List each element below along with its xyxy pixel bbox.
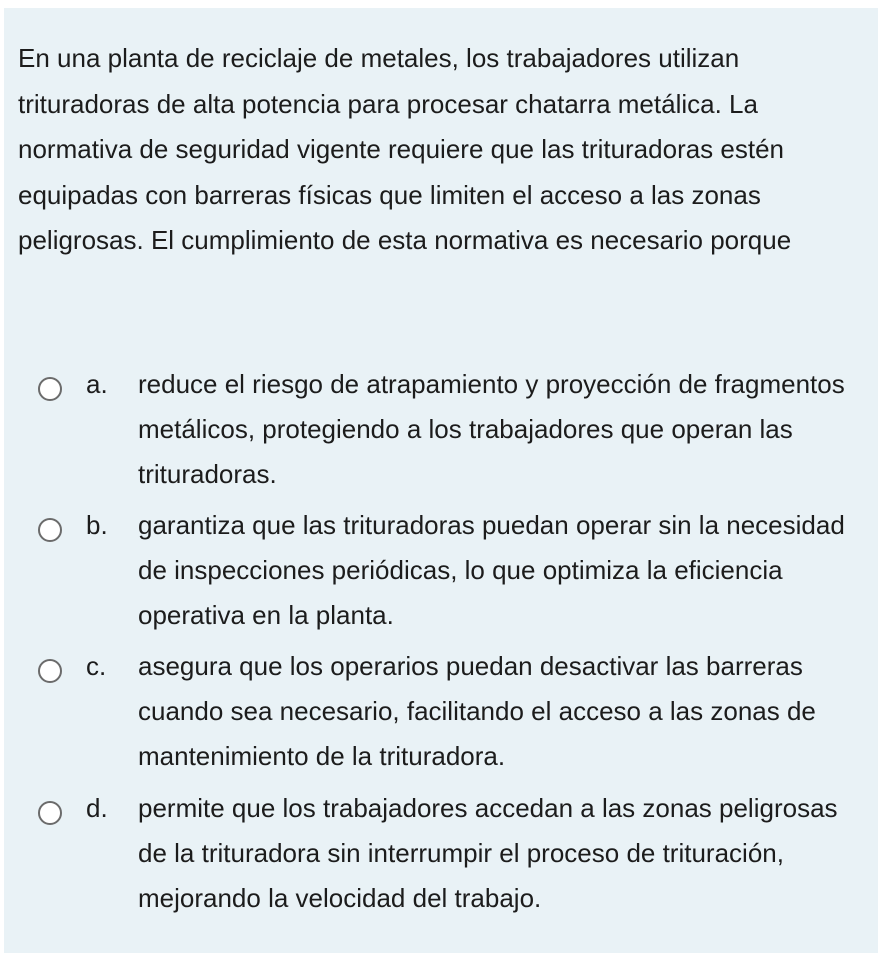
radio-button-a[interactable] (38, 377, 62, 401)
option-text-d[interactable]: permite que los trabajadores accedan a las zonas peligrosas de la trituradora sin interrumpir el proceso de trituración, mejorando la velocidad del trabajo. (138, 793, 838, 913)
option-text-a[interactable]: reduce el riesgo de atrapamiento y proyección de fragmentos metálicos, protegiendo a los trabajadores que operan las trituradoras. (138, 369, 845, 489)
radio-button-d[interactable] (38, 801, 62, 825)
option-text-b[interactable]: garantiza que las trituradoras puedan operar sin la necesidad de inspecciones periódicas, lo que optimiza la eficiencia operativa en la planta. (138, 510, 845, 630)
option-letter-b: b. (86, 510, 108, 540)
radio-button-b[interactable] (38, 518, 62, 542)
radio-button-c[interactable] (38, 659, 62, 683)
option-letter-c: c. (86, 651, 107, 681)
option-text-c[interactable]: asegura que los operarios puedan desactivar las barreras cuando sea necesario, facilitando el acceso a las zonas de mantenimiento de la trituradora. (138, 651, 816, 771)
option-letter-d: d. (86, 793, 108, 823)
question-card (4, 8, 878, 953)
question-text: En una planta de reciclaje de metales, los trabajadores utilizan trituradoras de alta potencia para procesar chatarra metálica. La normativa de seguridad vigente requiere que las trituradoras estén equipadas con barreras físicas que limiten el acceso a las zonas peligrosas. El cumplimiento de esta normativa es necesario porque (18, 43, 792, 255)
option-letter-a: a. (86, 369, 108, 399)
